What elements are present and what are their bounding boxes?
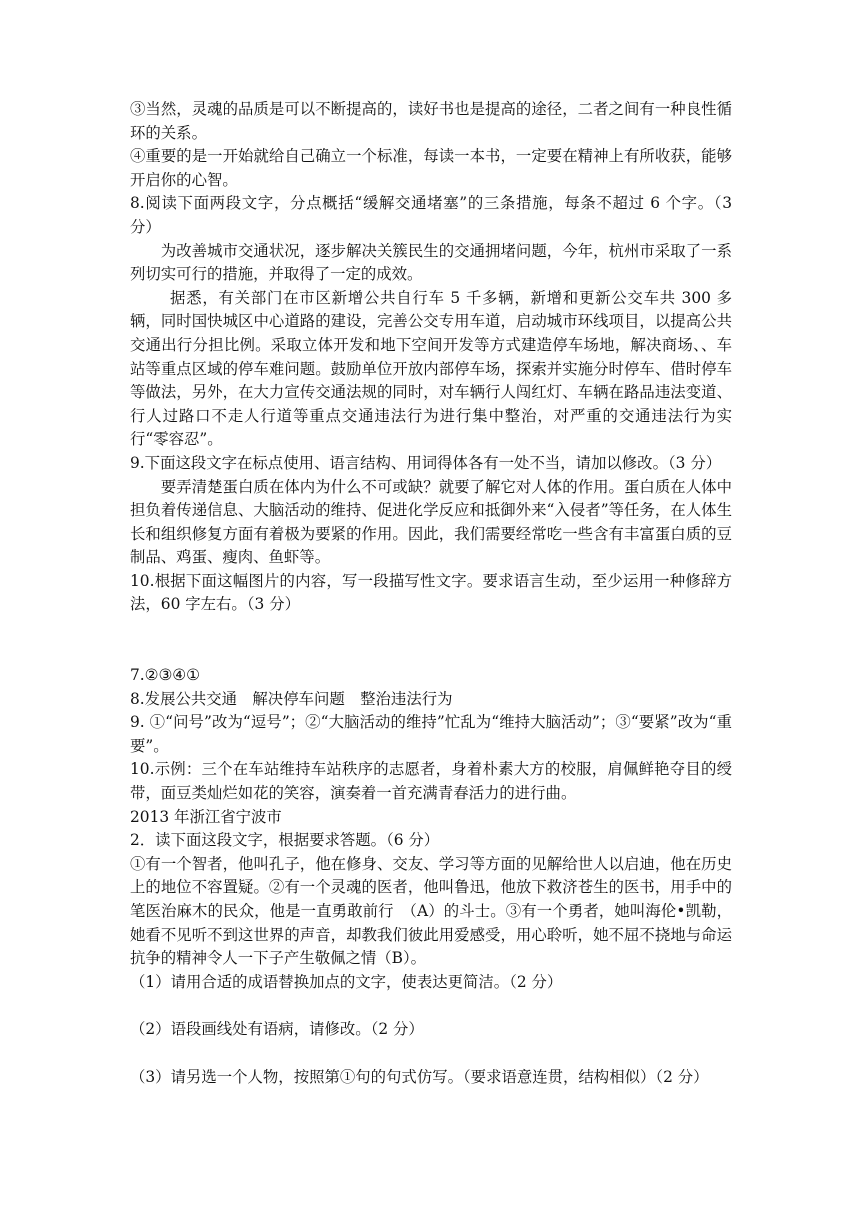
- answer-7: 7.②③④①: [130, 666, 200, 685]
- question-9-passage: 要弄清楚蛋白质在体内为什么不可或缺？就要了解它对人体的作用。蛋白质在人体中担负着传递信息、大脑活动的维持、促进化学反应和抵御外来“入侵者”等任务，在人体生长和组织修复方面有着极为要紧的作用。因此，我们需要经常吃一些含有丰富蛋白质的豆制品、鸡蛋、瘦肉、鱼虾等。: [130, 477, 732, 567]
- question-2-prompt: 2．读下面这段文字，根据要求答题。（6 分）: [130, 831, 440, 850]
- question-2-sub-3: （3）请另选一个人物，按照第①句的句式仿写。（要求语意连贯，结构相似）（2 分）: [130, 1067, 709, 1086]
- question-8-passage-2: 据悉，有关部门在市区新增公共自行车 5 千多辆，新增和更新公交车共 300 多辆，同时国快城区中心道路的建设，完善公交专用车道，启动城市环线项目，以提高公共交通出行分担比例。采取立体开发和地下空间开发等方式建造停车场地，解决商场、、车站等重点区域的停车难问题。鼓励单位开放内部停车场，探索并实施分时停车、借时停车等做法，另外，在大力宣传交通法规的同时，对车辆行人闯红灯、车辆在路品违法变道、行人过路口不走人行道等重点交通违法行为进行集中整治，对严重的交通违法行为实行“零容忍”。: [130, 288, 732, 449]
- answer-10: 10.示例：三个在车站维持车站秩序的志愿者，身着朴素大方的校服，肩佩鲜艳夺目的绶带，面豆类灿烂如花的笑容，演奏着一首充满青春活力的进行曲。: [130, 760, 732, 803]
- document-page: [130, 98, 732, 1090]
- blank-space: [130, 617, 732, 664]
- question-2-passage: ①有一个智者，他叫孔子，他在修身、交友、学习等方面的见解给世人以启迪，他在历史上的地位不容置疑。②有一个灵魂的医者，他叫鲁迅，他放下救济苍生的医书，用手中的笔医治麻木的民众，他是一直勇敢前行 （A）的斗士。③有一个勇者，她叫海伦•凯勒，她看不见听不到这世界的声音，却教我们彼此用爱感受，用心聆听，她不屈不挠地与命运抗争的精神令人一下子产生敬佩之情（B）。: [130, 854, 732, 968]
- question-9-prompt: 9.下面这段文字在标点使用、语言结构、用词得体各有一处不当，请加以修改。（3 分）: [130, 453, 722, 472]
- blank-space: [130, 1042, 732, 1066]
- question-8-passage-1: 为改善城市交通状况，逐步解决关簇民生的交通拥堵问题，今年，杭州市采取了一系列切实可行的措施，并取得了一定的成效。: [130, 241, 732, 284]
- question-2-sub-2: （2）语段画线处有语病，请修改。（2 分）: [130, 1020, 424, 1039]
- question-10-prompt: 10.根据下面这幅图片的内容，写一段描写性文字。要求语言生动，至少运用一种修辞方法，60 字左右。（3 分）: [130, 571, 732, 614]
- question-2-sub-1: （1）请用合适的成语替换加点的文字，使表达更简洁。（2 分）: [130, 972, 563, 991]
- blank-space: [130, 994, 732, 1018]
- paragraph-4: ④重要的是一开始就给自己确立一个标准，每读一本书，一定要在精神上有所收获，能够开启你的心智。: [130, 147, 732, 189]
- question-8-prompt: 8.阅读下面两段文字，分点概括“缓解交通堵塞”的三条措施，每条不超过 6 个字。（3 分）: [130, 194, 732, 236]
- answer-8: 8.发展公共交通 解决停车问题 整治违法行为: [130, 689, 453, 708]
- paragraph-3: ③当然，灵魂的品质是可以不断提高的，读好书也是提高的途径，二者之间有一种良性循环的关系。: [130, 100, 732, 142]
- answer-9: 9. ①“问号”改为“逗号”；②“大脑活动的维持”忙乱为“维持大脑活动”；③“要紧”改为“重要”。: [130, 713, 732, 755]
- section-title: 2013 年浙江省宁波市: [130, 807, 282, 826]
